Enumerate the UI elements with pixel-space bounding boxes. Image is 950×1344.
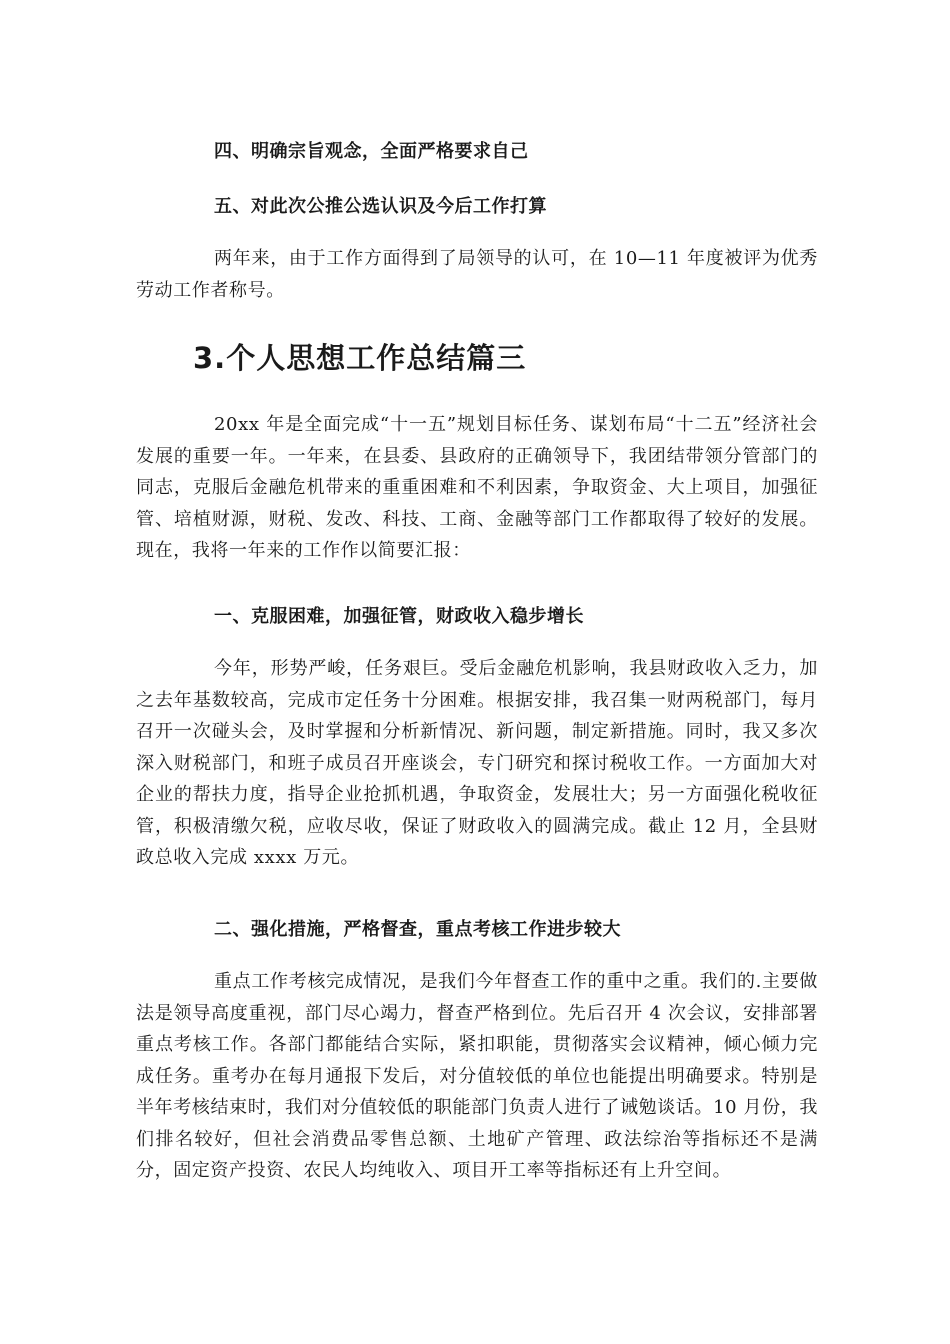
heading-section-four: 四、明确宗旨观念，全面严格要求自己 [214,141,529,162]
heading-section-five: 五、对此次公推公选认识及今后工作打算 [214,196,547,217]
section-title: 3.个人思想工作总结篇三 [193,341,527,375]
heading-section-one: 一、克服困难，加强征管，财政收入稳步增长 [214,606,584,627]
paragraph-intro: 20xx 年是全面完成“十一五”规划目标任务、谋划布局“十二五”经济社会发展的重要一年。一年来，在县委、县政府的正确领导下，我团结带领分管部门的同志，克服后金融危机带来的重重困难和不利因素，争取资金、大上项目，加强征管、培植财源，财税、发改、科技、工商、金融等部门工作都取得了较好的发展。现在，我将一年来的工作作以简要汇报： [136,414,818,561]
paragraph-finance: 今年，形势严峻，任务艰巨。受后金融危机影响，我县财政收入乏力，加之去年基数较高，完成市定任务十分困难。根据安排，我召集一财两税部门，每月召开一次碰头会，及时掌握和分析新情况、新问题，制定新措施。同时，我又多次深入财税部门，和班子成员召开座谈会，专门研究和探讨税收工作。一方面加大对企业的帮扶力度，指导企业抢抓机遇，争取资金，发展壮大；另一方面强化税收征管，积极清缴欠税，应收尽收，保证了财政收入的圆满完成。截止 12 月，全县财政总收入完成 xxxx 万元。 [136,658,818,868]
paragraph-award: 两年来，由于工作方面得到了局领导的认可，在 10—11 年度被评为优秀劳动工作者称号。 [136,248,818,301]
paragraph-assessment: 重点工作考核完成情况，是我们今年督查工作的重中之重。我们的.主要做法是领导高度重视，部门尽心竭力，督查严格到位。先后召开 4 次会议，安排部署重点考核工作。各部门都能结合实际，紧扣职能，贯彻落实会议精神，倾心倾力完成任务。重考办在每月通报下发后，对分值较低的单位也能提出明确要求。特别是半年考核结束时，我们对分值较低的职能部门负责人进行了诫勉谈话。10 月份，我们排名较好，但社会消费品零售总额、土地矿产管理、政法综治等指标还不是满分，固定资产投资、农民人均纯收入、项目开工率等指标还有上升空间。 [136,971,818,1181]
heading-section-two: 二、强化措施，严格督查，重点考核工作进步较大 [214,919,621,940]
